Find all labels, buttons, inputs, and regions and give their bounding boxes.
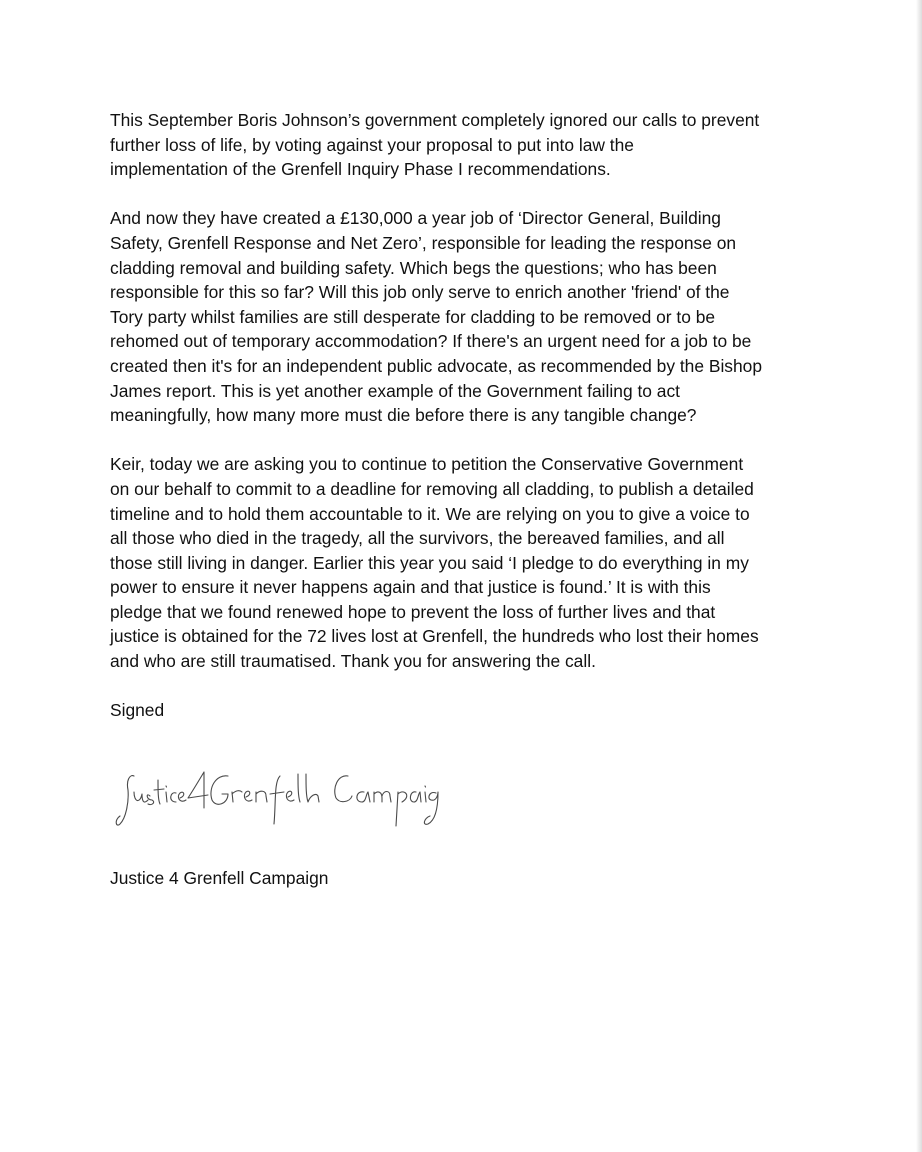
signed-label: Signed bbox=[110, 700, 165, 721]
page-edge-shadow bbox=[916, 0, 922, 1152]
paragraph-3: Keir, today we are asking you to continue to petition the Conservative Government on our behalf to commit to a deadline for removing all cladding, to publish a detailed timeline and to hold them accountable to it. We are relying on you to give a voice to all those who died in the tragedy, all the survivors, the bereaved families, and all those still living in danger. Earlier this year you said ‘I pledge to do everything in my power to ensure it never happens again and that justice is found.’ It is with this pledge that we found renewed hope to prevent the loss of further lives and that justice is obtained for the 72 lives lost at Grenfell, the hundreds who lost their homes and who are still traumatised. Thank you for answering the call. bbox=[110, 454, 759, 672]
paragraph-1: This September Boris Johnson’s government completely ignored our calls to prevent further loss of life, by voting against your proposal to put into law the implementation of the Grenfell Inquiry Phase I recommendations. bbox=[110, 110, 760, 180]
signature-drawing bbox=[112, 762, 442, 834]
letter-body bbox=[110, 108, 815, 723]
handwritten-signature bbox=[112, 762, 442, 834]
paragraph-2: And now they have created a £130,000 a year job of ‘Director General, Building Safety, Grenfell Response and Net Zero’, responsible for leading the response on cladding removal and building safety. Which begs the questions; who has been responsible for this so far? Will this job only serve to enrich another 'friend' of the Tory party whilst families are still desperate for cladding to be removed or to be rehomed out of temporary accommodation? If there's an urgent need for a job to be created then it's for an independent public advocate, as recommended by the Bishop James report. This is yet another example of the Government failing to act meaningfully, how many more must die before there is any tangible change? bbox=[110, 208, 763, 426]
signatory-name: Justice 4 Grenfell Campaign bbox=[110, 868, 329, 888]
